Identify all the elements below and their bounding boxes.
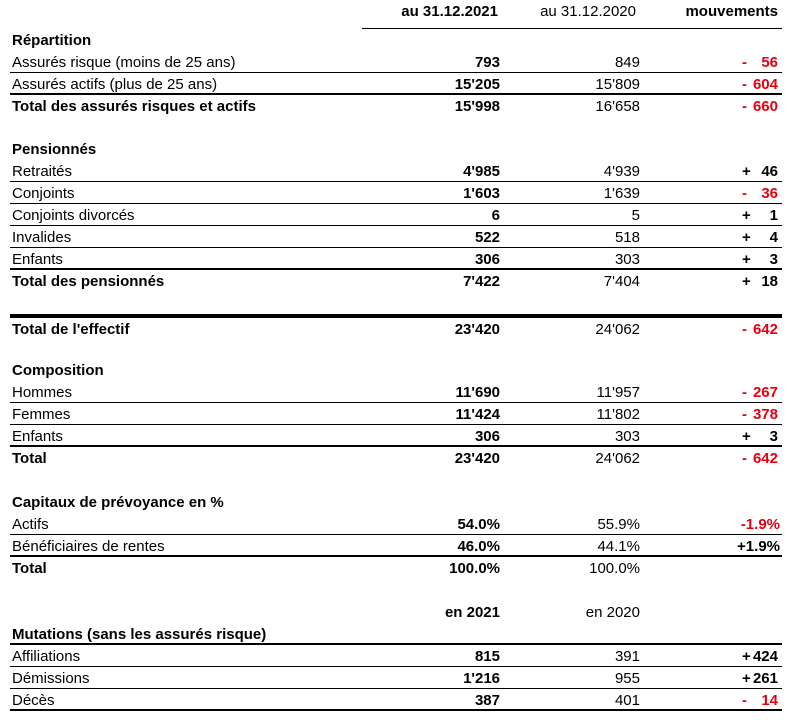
total-effectif-row	[10, 314, 782, 336]
value-2020: 15'809	[595, 76, 640, 93]
movement-sign: +	[742, 163, 751, 180]
value-2020: 11'802	[596, 406, 640, 423]
header-en-2021: en 2021	[444, 604, 500, 621]
row-label: Enfants	[12, 251, 63, 268]
value-2020: 24'062	[595, 321, 640, 338]
value-2021: 1'216	[463, 670, 500, 687]
value-2021: 1'603	[463, 185, 500, 202]
value-2021: 4'985	[463, 163, 500, 180]
movement-sign: +	[742, 648, 751, 665]
value-2020: 5	[631, 207, 640, 224]
table-row	[10, 73, 782, 95]
table-row	[10, 226, 782, 248]
row-label: Assurés risque (moins de 25 ans)	[12, 54, 236, 71]
movement-sign: -	[742, 450, 747, 467]
value-2020: 11'957	[596, 384, 640, 401]
value-2020: 55.9%	[597, 516, 640, 533]
row-label: Retraités	[12, 163, 73, 180]
row-label: Hommes	[12, 384, 73, 401]
header-col-2021: au 31.12.2021	[401, 3, 498, 20]
section-title: Pensionnés	[12, 141, 97, 158]
row-label: Assurés actifs (plus de 25 ans)	[12, 76, 218, 93]
value-2021: 6	[491, 207, 500, 224]
section-title: Mutations (sans les assurés risque)	[12, 626, 267, 643]
movement-value: 424	[752, 648, 778, 665]
total-row	[10, 95, 782, 117]
value-2020: 24'062	[595, 450, 640, 467]
movement-sign: +	[742, 670, 751, 687]
table-row	[10, 403, 782, 425]
row-label: Bénéficiaires de rentes	[12, 538, 165, 555]
movement-sign: -	[742, 321, 747, 338]
value-2020: 1'639	[603, 185, 640, 202]
movement-value: 261	[752, 670, 778, 687]
row-label: Affiliations	[12, 648, 81, 665]
value-2020: 518	[614, 229, 640, 246]
value-2021: 54.0%	[457, 516, 500, 533]
value-2020: 16'658	[595, 98, 640, 115]
section-title: Répartition	[12, 32, 92, 49]
section-repartition	[10, 29, 782, 51]
value-2021: 23'420	[454, 450, 500, 467]
movement-value: 642	[752, 450, 778, 467]
value-2021: 46.0%	[457, 538, 500, 555]
table-row	[10, 381, 782, 403]
movement-value: 36	[761, 185, 778, 202]
value-2021: 793	[474, 54, 500, 71]
value-2020: 849	[614, 54, 640, 71]
movement-value: 18	[761, 273, 778, 290]
value-2021: 306	[474, 251, 500, 268]
movement-sign: -	[742, 76, 747, 93]
value-2021: 815	[474, 648, 500, 665]
movement-value: 4	[769, 229, 778, 246]
header-en-2020: en 2020	[585, 604, 640, 621]
row-label: Conjoints divorcés	[12, 207, 135, 224]
row-label: Conjoints	[12, 185, 75, 202]
section-title: Capitaux de prévoyance en %	[12, 494, 224, 511]
section-mutations	[10, 623, 782, 645]
movement-value: 378	[752, 406, 778, 423]
row-label: Femmes	[12, 406, 71, 423]
movement-sign: -	[742, 54, 747, 71]
header-col-2020: au 31.12.2020	[540, 3, 636, 20]
total-row	[10, 557, 782, 579]
section-pensionnes	[10, 138, 782, 160]
value-2021: 15'205	[454, 76, 500, 93]
table-row	[10, 689, 782, 711]
movement-value: 14	[761, 692, 778, 709]
movement-value: 642	[752, 321, 778, 338]
row-label: Démissions	[12, 670, 90, 687]
movement-value: 3	[769, 428, 778, 445]
table-row	[10, 513, 782, 535]
row-label: Invalides	[12, 229, 72, 246]
table-row	[10, 204, 782, 226]
movement-sign: -	[742, 185, 747, 202]
section-capitaux	[10, 491, 782, 513]
section-composition	[10, 359, 782, 381]
movement-value: 267	[752, 384, 778, 401]
row-label: Total de l'effectif	[12, 321, 130, 338]
value-2021: 306	[474, 428, 500, 445]
total-row	[10, 270, 782, 292]
table-row	[10, 182, 782, 204]
row-label: Décès	[12, 692, 55, 709]
movement-value: 3	[769, 251, 778, 268]
section-title: Composition	[12, 362, 104, 379]
table-row	[10, 160, 782, 182]
value-2021: 15'998	[454, 98, 500, 115]
movement-sign: -	[742, 384, 747, 401]
table-row	[10, 645, 782, 667]
table-row	[10, 425, 782, 447]
movement-sign: +	[742, 229, 751, 246]
value-2021: 100.0%	[449, 560, 500, 577]
value-2021: 7'422	[463, 273, 500, 290]
movement-sign: +	[742, 251, 751, 268]
table-row	[10, 667, 782, 689]
header-col-movements: mouvements	[685, 3, 778, 20]
value-2021: 11'690	[455, 384, 500, 401]
value-2021: 522	[474, 229, 500, 246]
movement-sign: -	[742, 692, 747, 709]
movement-sign: -	[742, 98, 747, 115]
value-2021: 23'420	[454, 321, 500, 338]
movement-sign: -	[742, 406, 747, 423]
value-2021: 11'424	[455, 406, 500, 423]
movement: -1.9%	[740, 516, 780, 533]
value-2020: 303	[614, 428, 640, 445]
value-2020: 303	[614, 251, 640, 268]
movement-value: 56	[761, 54, 778, 71]
value-2020: 7'404	[603, 273, 640, 290]
row-label: Total	[12, 560, 47, 577]
movement-value: 46	[761, 163, 778, 180]
table-row	[10, 51, 782, 73]
movement-value: 604	[752, 76, 778, 93]
total-row	[10, 447, 782, 469]
value-2020: 401	[614, 692, 640, 709]
movement-sign: +	[742, 207, 751, 224]
value-2020: 44.1%	[597, 538, 640, 555]
mutations-header	[10, 601, 782, 623]
movement: +1.9%	[737, 538, 780, 555]
value-2020: 391	[614, 648, 640, 665]
movement-value: 660	[752, 98, 778, 115]
table-row	[10, 248, 782, 270]
value-2021: 387	[474, 692, 500, 709]
movement-sign: +	[742, 428, 751, 445]
row-label: Actifs	[12, 516, 49, 533]
row-label: Total	[12, 450, 47, 467]
table-row	[10, 535, 782, 557]
movement-value: 1	[769, 207, 778, 224]
movement-sign: +	[742, 273, 751, 290]
value-2020: 4'939	[603, 163, 640, 180]
row-label: Total des assurés risques et actifs	[12, 98, 256, 115]
value-2020: 100.0%	[589, 560, 640, 577]
row-label: Enfants	[12, 428, 63, 445]
row-label: Total des pensionnés	[12, 273, 165, 290]
value-2020: 955	[614, 670, 640, 687]
